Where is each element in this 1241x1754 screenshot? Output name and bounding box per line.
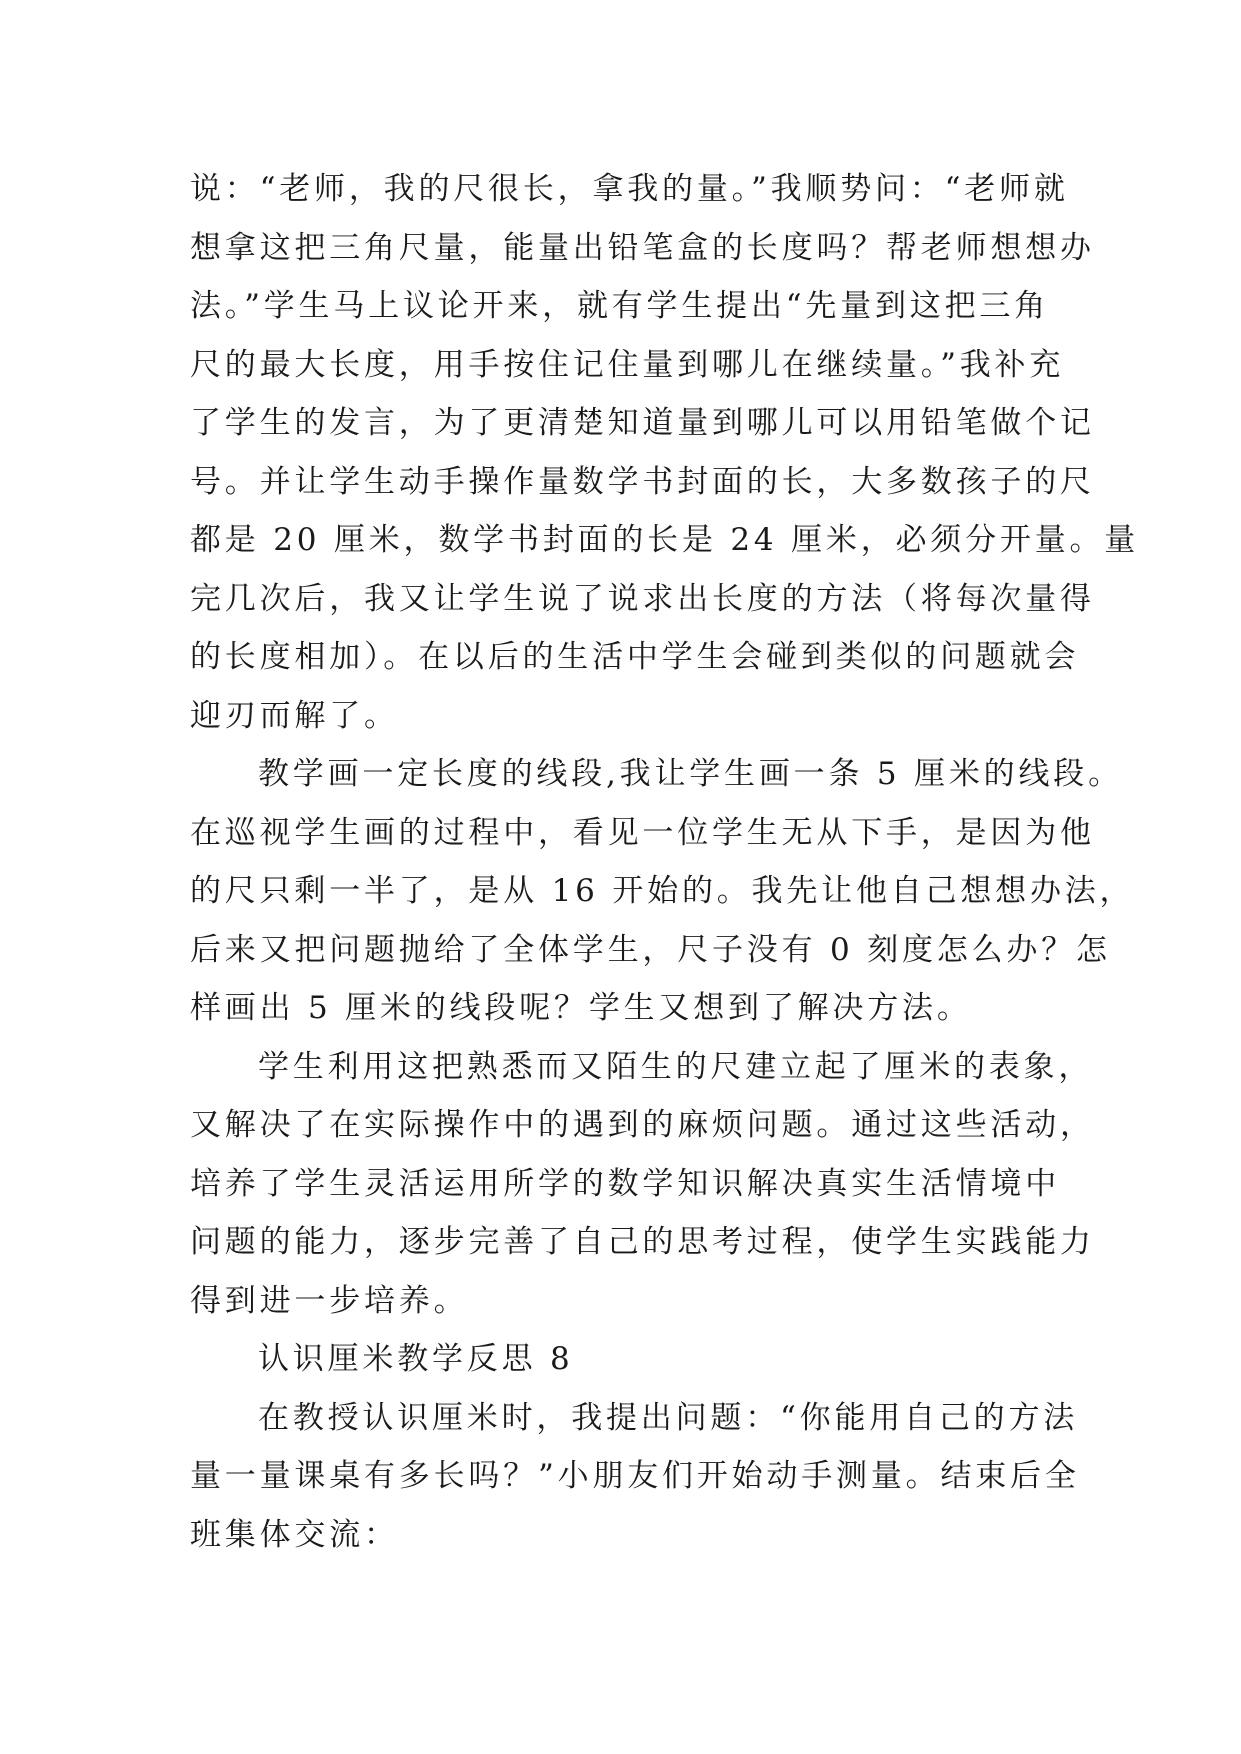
text-line: 学生利用这把熟悉而又陌生的尺建立起了厘米的表象， bbox=[258, 1048, 1094, 1085]
text-line: 后来又把问题抛给了全体学生，尺子没有 0 刻度怎么办？怎 bbox=[190, 931, 1111, 968]
text-line: 的尺只剩一半了，是从 16 开始的。我先让他自己想想办法， bbox=[190, 873, 1135, 909]
text-line: 都是 20 厘米，数学书封面的长是 24 厘米，必须分开量。量 bbox=[190, 522, 1140, 558]
text-line: 号。并让学生动手操作量数学书封面的长，大多数孩子的尺 bbox=[190, 463, 1095, 500]
text-line: 样画出 5 厘米的线段呢？学生又想到了解决方法。 bbox=[190, 990, 972, 1026]
text-line: 量一量课桌有多长吗？”小朋友们开始动手测量。结束后全 bbox=[190, 1458, 1080, 1494]
text-line: 了学生的发言，为了更清楚知道量到哪儿可以用铅笔做个记 bbox=[190, 405, 1095, 441]
text-line: 在巡视学生画的过程中，看见一位学生无从下手，是因为他 bbox=[190, 814, 1095, 851]
text-line: 的长度相加）。在以后的生活中学生会碰到类似的问题就会 bbox=[190, 639, 1080, 675]
text-line: 在教授认识厘米时，我提出问题：“你能用自己的方法 bbox=[258, 1399, 1079, 1436]
text-line: 认识厘米教学反思 8 bbox=[258, 1341, 574, 1377]
text-line: 教学画一定长度的线段,我让学生画一条 5 厘米的线段。 bbox=[258, 756, 1123, 792]
text-line: 尺的最大长度，用手按住记住量到哪儿在继续量。”我补充 bbox=[190, 346, 1065, 383]
text-line: 完几次后，我又让学生说了说求出长度的方法（将每次量得 bbox=[190, 580, 1095, 617]
text-line: 问题的能力，逐步完善了自己的思考过程，使学生实践能力 bbox=[190, 1224, 1095, 1260]
text-line: 说：“老师，我的尺很长，拿我的量。”我顺势问：“老师就 bbox=[190, 171, 1069, 207]
document-body bbox=[190, 160, 1140, 1564]
text-line: 班集体交流： bbox=[190, 1516, 399, 1553]
text-line: 培养了学生灵活运用所学的数学知识解决真实生活情境中 bbox=[190, 1165, 1060, 1202]
text-line: 迎刃而解了。 bbox=[190, 697, 399, 734]
text-line: 又解决了在实际操作中的遇到的麻烦问题。通过这些活动， bbox=[190, 1107, 1095, 1143]
text-line: 想拿这把三角尺量，能量出铅笔盒的长度吗？帮老师想想办 bbox=[190, 229, 1095, 266]
text-line: 得到进一步培养。 bbox=[190, 1282, 469, 1319]
text-line: 法。”学生马上议论开来，就有学生提出“先量到这把三角 bbox=[190, 288, 1049, 324]
